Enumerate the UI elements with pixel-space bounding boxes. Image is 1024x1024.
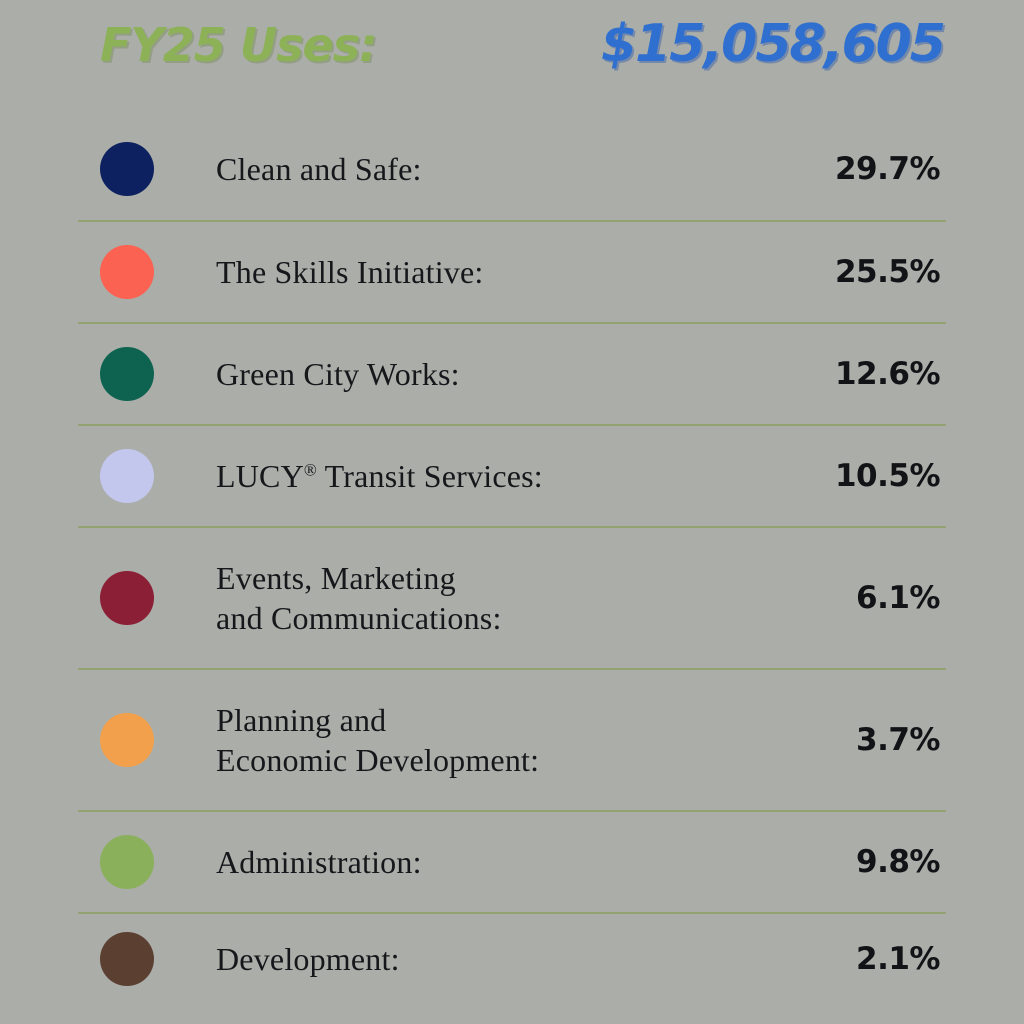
list-item-percent: 25.5% <box>834 254 940 290</box>
list-item-label <box>216 252 835 292</box>
list-item-percent: 9.8% <box>856 844 940 880</box>
list-item-label <box>216 700 856 780</box>
list-item <box>78 118 946 220</box>
list-item <box>78 322 946 424</box>
list-item-label-line1: Clean and Safe: <box>216 151 422 187</box>
list-item-label <box>216 456 835 496</box>
list-item <box>78 220 946 322</box>
list-item-label-line2: and Communications: <box>216 600 502 636</box>
color-swatch-icon <box>100 245 154 299</box>
page-title: FY25 Uses: <box>100 18 377 72</box>
list-item <box>78 668 946 810</box>
list-item-percent: 29.7% <box>834 151 940 187</box>
list-item-percent: 10.5% <box>834 458 940 494</box>
color-swatch-icon <box>100 347 154 401</box>
list-item-label <box>216 354 835 394</box>
list-item-percent: 12.6% <box>834 356 940 392</box>
list-item-label <box>216 558 856 638</box>
list-item-percent: 3.7% <box>856 722 940 758</box>
list-item <box>78 810 946 912</box>
uses-breakdown-list <box>0 86 1024 1004</box>
color-swatch-icon <box>100 713 154 767</box>
list-item <box>78 526 946 668</box>
color-swatch-icon <box>100 571 154 625</box>
list-item-label-line1: LUCY® Transit Services: <box>216 458 543 494</box>
list-item-label-line1: The Skills Initiative: <box>216 254 484 290</box>
list-item-label-line1: Green City Works: <box>216 356 460 392</box>
list-item-label-line1: Planning and <box>216 702 387 738</box>
list-item-label-line1: Administration: <box>216 844 422 880</box>
list-item-label-line2: Economic Development: <box>216 742 540 778</box>
list-item-label <box>216 149 835 189</box>
color-swatch-icon <box>100 449 154 503</box>
list-item-percent: 2.1% <box>856 941 940 977</box>
list-item <box>78 424 946 526</box>
list-item-label-line1: Development: <box>216 941 400 977</box>
color-swatch-icon <box>100 835 154 889</box>
list-item <box>78 912 946 1004</box>
color-swatch-icon <box>100 142 154 196</box>
list-item-label <box>216 939 856 979</box>
list-item-label <box>216 842 856 882</box>
total-amount: $15,058,605 <box>600 14 944 74</box>
color-swatch-icon <box>100 932 154 986</box>
header <box>0 0 1024 86</box>
list-item-label-line1: Events, Marketing <box>216 560 456 596</box>
list-item-percent: 6.1% <box>856 580 940 616</box>
